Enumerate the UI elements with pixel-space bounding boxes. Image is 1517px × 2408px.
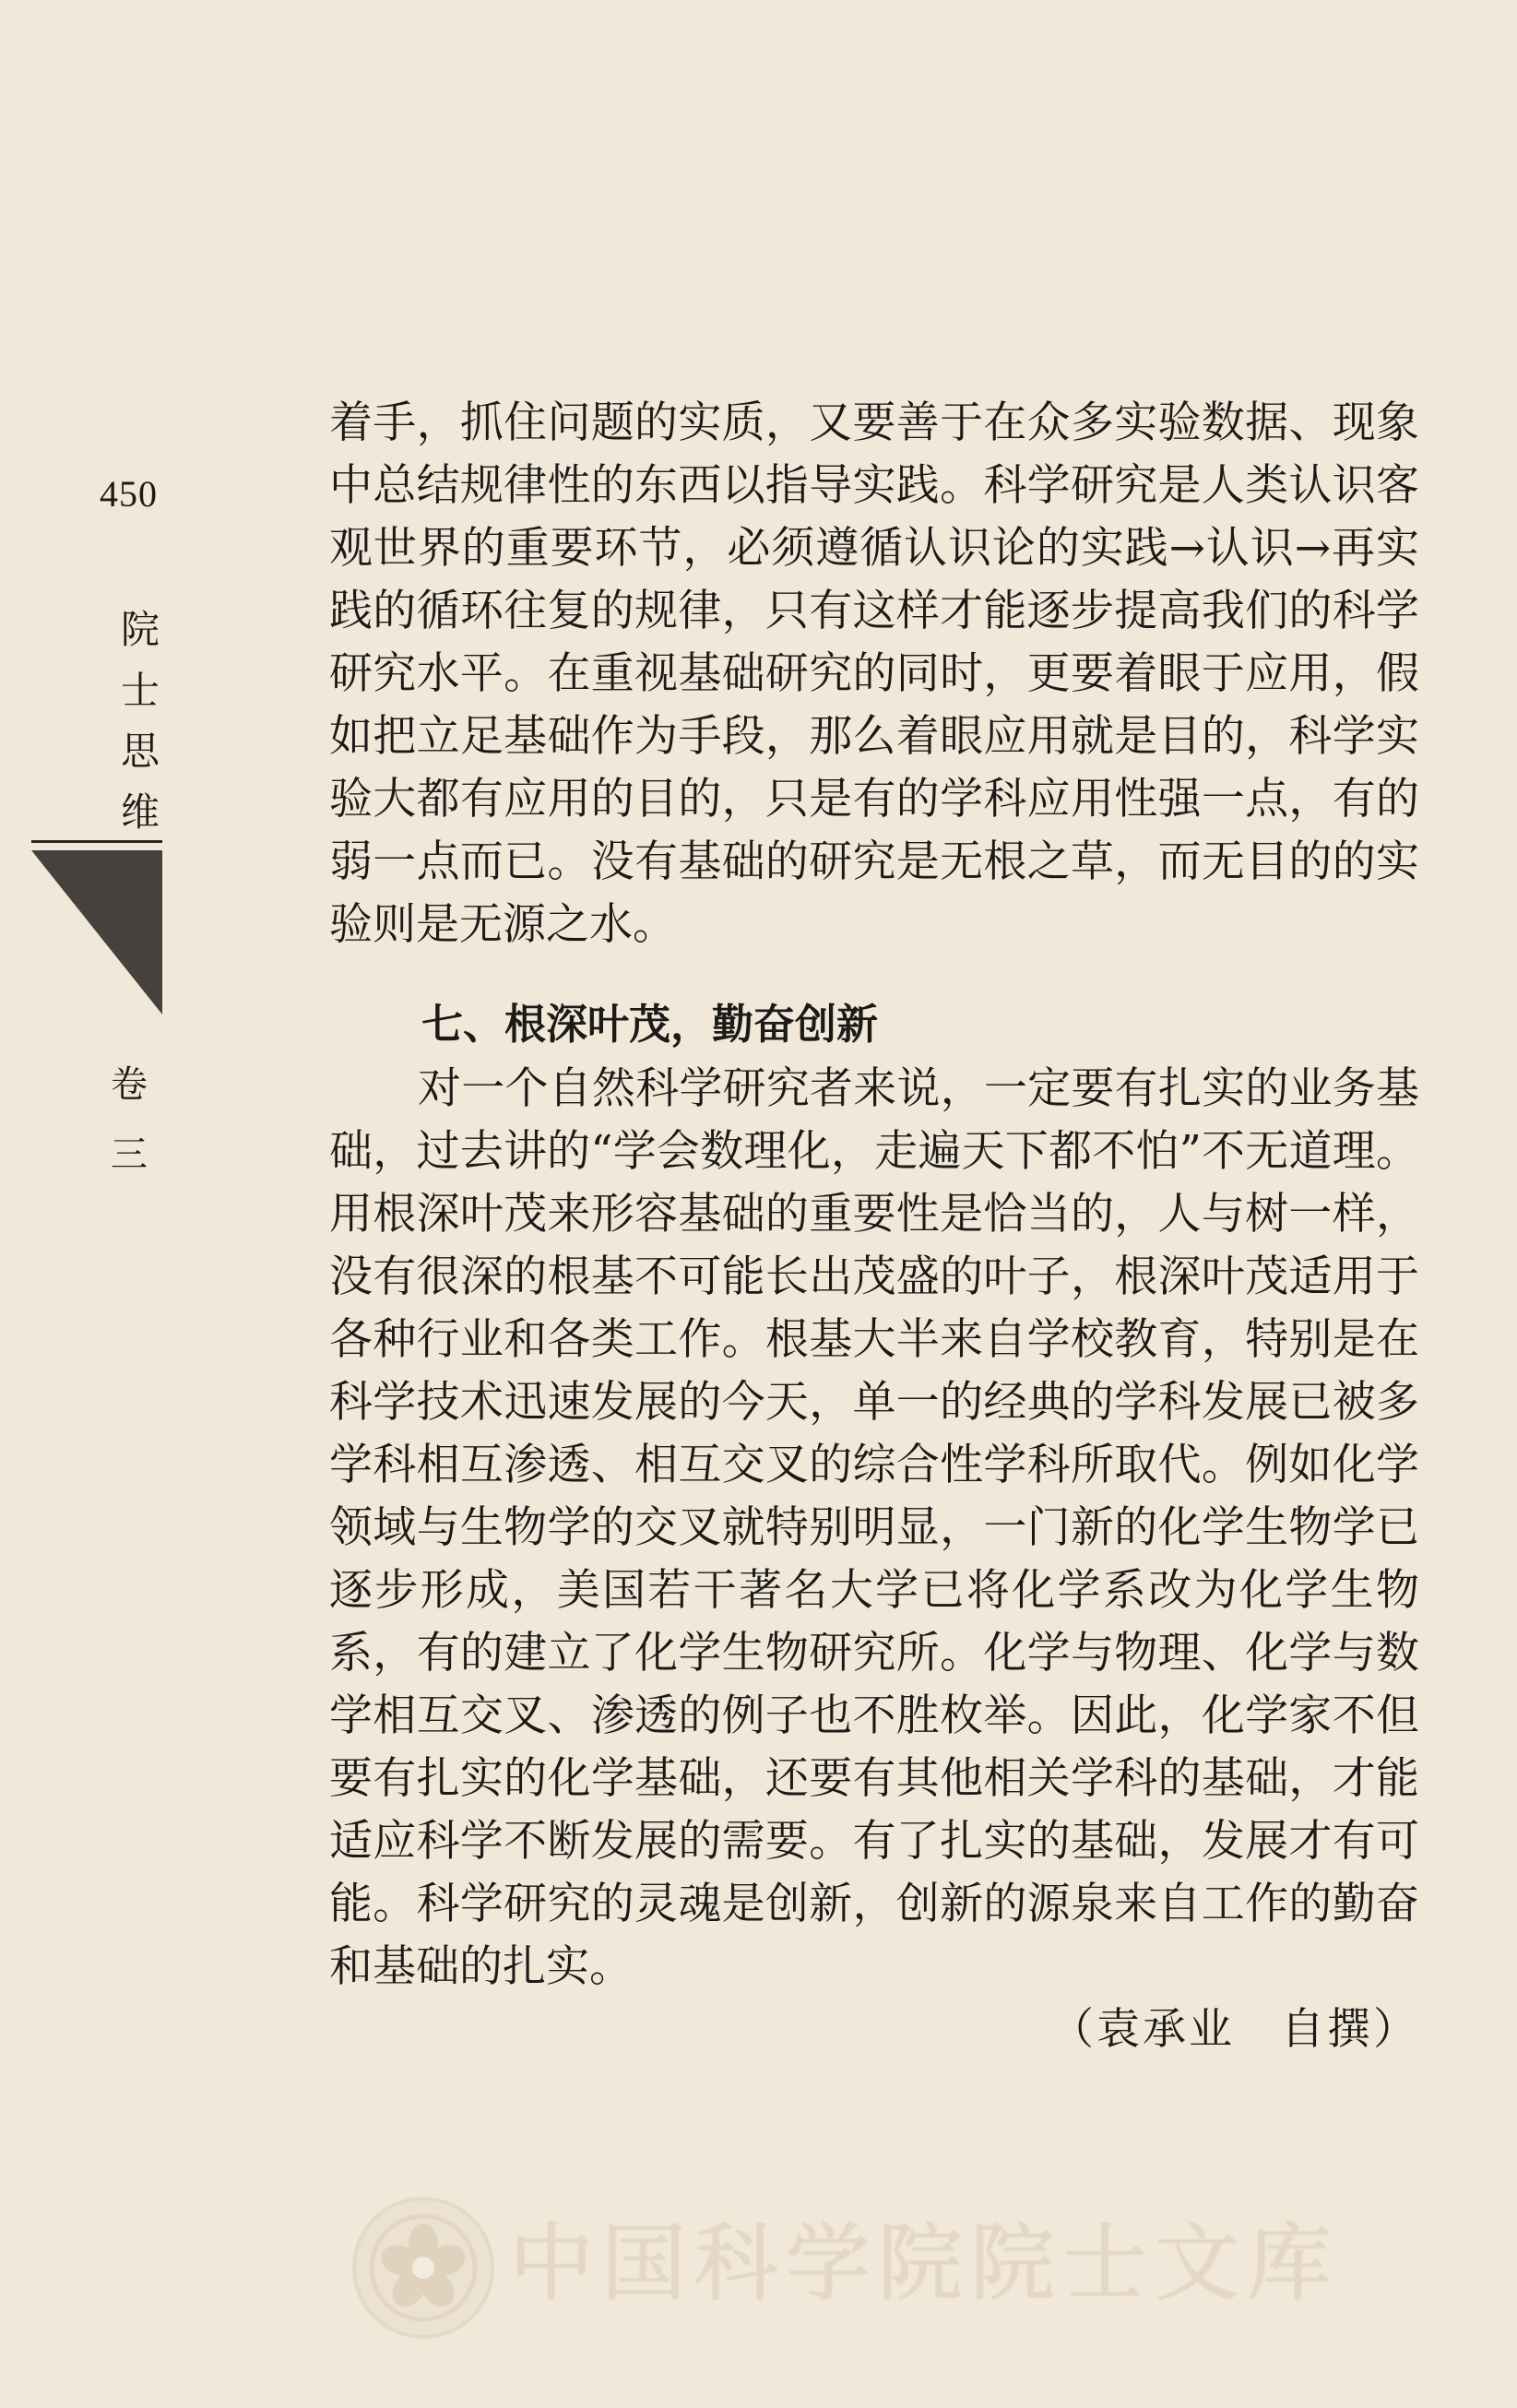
book-title-char: 士 bbox=[120, 668, 160, 713]
volume-label-vertical bbox=[105, 1050, 153, 1190]
academy-seal-icon bbox=[352, 2197, 494, 2339]
book-title-vertical bbox=[116, 599, 164, 843]
margin-rule bbox=[31, 840, 162, 843]
margin-tab-triangle bbox=[31, 850, 162, 1014]
volume-char: 三 bbox=[111, 1133, 148, 1176]
page-number: 450 bbox=[100, 473, 158, 515]
section-heading: 七、根深叶茂，勤奋创新 bbox=[421, 1000, 879, 1049]
body-paragraph: 对一个自然科学研究者来说，一定要有扎实的业务基础，过去讲的“学会数理化，走遍天下都不怕”不无道理。用根深叶茂来形容基础的重要性是恰当的，人与树一样，没有很深的根基不可能长出茂盛的叶子，根深叶茂适用于各种行业和各类工作。根基大半来自学校教育，特别是在科学技术迅速发展的今天，单一的经典的学科发展已被多学科相互渗透、相互交叉的综合性学科所取代。例如化学领域与生物学的交叉就特别明显，一门新的化学生物学已逐步形成，美国若干著名大学已将化学系改为化学生物系，有的建立了化学生物研究所。化学与物理、化学与数学相互交叉、渗透的例子也不胜枚举。因此，化学家不但要有扎实的化学基础，还要有其他相关学科的基础，才能适应科学不断发展的需要。有了扎实的基础，发展才有可能。科学研究的灵魂是创新，创新的源泉来自工作的勤奋和基础的扎实。 bbox=[329, 1063, 1419, 1992]
body-paragraph: 着手，抓住问题的实质，又要善于在众多实验数据、现象中总结规律性的东西以指导实践。科学研究是人类认识客观世界的重要环节，必须遵循认识论的实践→认识→再实践的循环往复的规律，只有这样才能逐步提高我们的科学研究水平。在重视基础研究的同时，更要着眼于应用，假如把立足基础作为手段，那么着眼应用就是目的，科学实验大都有应用的目的，只是有的学科应用性强一点，有的弱一点而已。没有基础的研究是无根之草，而无目的的实验则是无源之水。 bbox=[329, 397, 1419, 950]
book-title-char: 思 bbox=[120, 729, 160, 774]
author-attribution: （袁承业 自撰） bbox=[1050, 2004, 1419, 2055]
book-title-char: 院 bbox=[120, 607, 160, 652]
flower-emblem-icon bbox=[368, 2212, 479, 2323]
volume-char: 卷 bbox=[111, 1063, 148, 1106]
book-title-char: 维 bbox=[120, 789, 160, 835]
library-watermark-title: 中国科学院院士文库 bbox=[509, 2214, 1340, 2313]
main-text-column bbox=[329, 392, 1419, 2061]
